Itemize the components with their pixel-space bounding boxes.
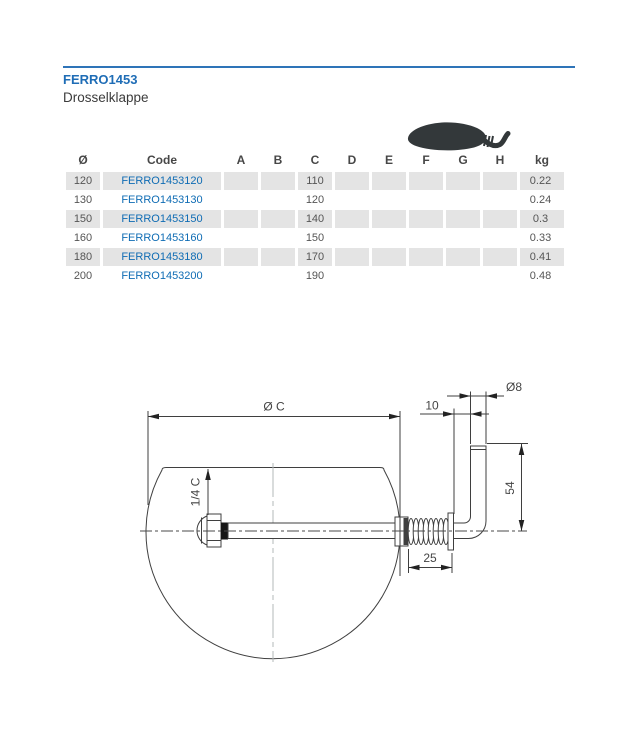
cell-d: [335, 248, 369, 266]
table-row: [66, 229, 564, 247]
cell-kg: 0.24: [529, 194, 552, 206]
col-e: E: [384, 153, 393, 167]
cell-c: 140: [298, 210, 332, 228]
table-row: [66, 191, 564, 209]
cell-diameter: 130: [73, 194, 93, 206]
col-a: A: [236, 153, 246, 167]
cell-b: [261, 267, 295, 285]
label-quarter-c: 1/4 C: [188, 477, 203, 507]
col-diameter: Ø: [78, 153, 88, 167]
cell-b: [261, 248, 295, 266]
cell-b: [261, 210, 295, 228]
cell-a: [224, 229, 258, 247]
cell-diameter: 150: [66, 210, 100, 228]
header-divider: [63, 66, 575, 68]
label-diameter-c: Ø C: [263, 399, 285, 414]
code-link[interactable]: FERRO1453160: [121, 232, 203, 244]
col-f: F: [422, 153, 430, 167]
cell-a: [224, 248, 258, 266]
cell-d: [335, 191, 369, 209]
cell-c: 170: [298, 248, 332, 266]
cell-h: [483, 248, 517, 266]
code-link[interactable]: FERRO1453150: [103, 210, 221, 228]
code-link[interactable]: FERRO1453120: [103, 172, 221, 190]
dimension-25: [409, 549, 453, 573]
cell-f: [409, 229, 443, 247]
cell-kg: 0.22: [520, 172, 564, 190]
cell-e: [372, 267, 406, 285]
cell-c: 120: [305, 194, 325, 206]
dimension-diameter-c: [148, 400, 400, 577]
cell-kg: 0.3: [520, 210, 564, 228]
label-54: 54: [503, 481, 517, 495]
cell-d: [335, 210, 369, 228]
cell-f: [409, 267, 443, 285]
col-c: C: [310, 153, 320, 167]
table-row: [66, 267, 564, 285]
cell-b: [261, 172, 295, 190]
cell-f: [409, 172, 443, 190]
cell-kg: 0.41: [520, 248, 564, 266]
cell-g: [446, 248, 480, 266]
cell-h: [483, 210, 517, 228]
cell-f: [409, 210, 443, 228]
table-row: [66, 172, 564, 190]
cell-e: [372, 210, 406, 228]
cell-d: [335, 229, 369, 247]
cell-h: [483, 172, 517, 190]
cell-diameter: 180: [66, 248, 100, 266]
dimension-diameter-8: [447, 380, 522, 444]
technical-drawing: [80, 370, 560, 670]
cell-c: 110: [298, 172, 332, 190]
dimension-54: [487, 444, 528, 532]
cell-diameter: 120: [66, 172, 100, 190]
code-link[interactable]: FERRO1453200: [121, 270, 203, 282]
cell-e: [372, 248, 406, 266]
product-code-title: FERRO1453: [63, 72, 138, 87]
cell-b: [261, 191, 295, 209]
label-25: 25: [423, 551, 437, 565]
valve-disc-silhouette: [408, 122, 486, 150]
cell-diameter: 200: [73, 270, 93, 282]
cell-f: [409, 191, 443, 209]
cell-c: 150: [305, 232, 325, 244]
spec-table: [63, 150, 567, 286]
col-kg: kg: [534, 153, 549, 167]
cell-d: [335, 172, 369, 190]
product-name-subtitle: Drosselklappe: [63, 90, 149, 105]
cell-g: [446, 210, 480, 228]
cell-diameter: 160: [73, 232, 93, 244]
col-b: B: [273, 153, 283, 167]
table-row: [66, 248, 564, 266]
cell-h: [483, 229, 517, 247]
col-g: G: [458, 153, 468, 167]
cell-a: [224, 210, 258, 228]
col-code: Code: [147, 153, 177, 167]
label-10: 10: [425, 398, 439, 413]
cell-e: [372, 229, 406, 247]
dimension-quarter-c: [189, 469, 211, 515]
cell-h: [483, 267, 517, 285]
table-row: [66, 210, 564, 228]
cell-h: [483, 191, 517, 209]
cell-e: [372, 191, 406, 209]
cell-b: [261, 229, 295, 247]
col-d: D: [347, 153, 357, 167]
cell-a: [224, 191, 258, 209]
col-h: H: [495, 153, 505, 167]
handle-rod: [454, 446, 487, 539]
cell-kg: 0.48: [529, 270, 552, 282]
cell-g: [446, 191, 480, 209]
valve-coil-silhouette: [484, 135, 493, 147]
cell-f: [409, 248, 443, 266]
table-header-row: [66, 151, 564, 171]
cell-a: [224, 267, 258, 285]
cell-g: [446, 172, 480, 190]
label-diameter-8: Ø8: [506, 380, 523, 394]
cell-d: [335, 267, 369, 285]
code-link[interactable]: FERRO1453180: [103, 248, 221, 266]
cell-a: [224, 172, 258, 190]
cell-g: [446, 229, 480, 247]
cell-g: [446, 267, 480, 285]
code-link[interactable]: FERRO1453130: [121, 194, 203, 206]
cell-c: 190: [305, 270, 325, 282]
cell-kg: 0.33: [529, 232, 552, 244]
cell-e: [372, 172, 406, 190]
